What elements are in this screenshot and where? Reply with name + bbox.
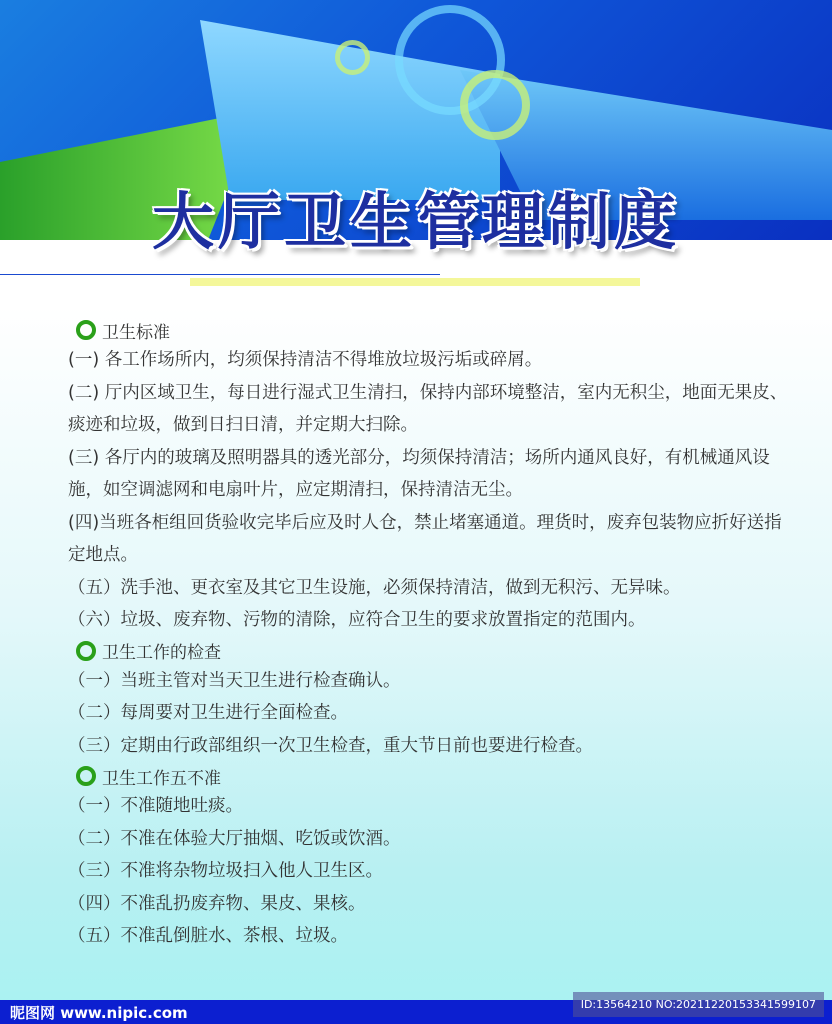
list-item: （四）不准乱扔废弃物、果皮、果核。 — [68, 893, 366, 914]
list-item: （五）不准乱倒脏水、茶根、垃圾。 — [68, 926, 348, 946]
image-id: ID:13564210 NO:20211220153341599107 — [573, 992, 824, 1017]
circle-bullet-icon — [76, 320, 96, 340]
heading-text: 卫生工作五不准 — [102, 768, 221, 789]
content — [68, 316, 788, 953]
list-item: （二）每周要对卫生进行全面检查。 — [68, 703, 348, 723]
list-item: (三) 各厅内的玻璃及照明器具的透光部分，均须保持清洁；场所内通风良好，有机械通风设施，如空调滤网和电扇叶片，应定期清扫，保持清洁无尘。 — [68, 447, 770, 500]
list-item: （一）不准随地吐痰。 — [68, 796, 243, 816]
section-heading — [76, 316, 788, 344]
footer-bar — [0, 1000, 832, 1024]
heading-text: 卫生工作的检查 — [102, 643, 221, 663]
list-item: （三）不准将杂物垃圾扫入他人卫生区。 — [68, 861, 383, 881]
list-item: (二) 厅内区域卫生，每日进行湿式卫生清扫，保持内部环境整洁，室内无积尘，地面无果皮、痰迹和垃圾，做到日扫日清，并定期大扫除。 — [68, 382, 788, 435]
list-item: (四)当班各柜组回货验收完毕后应及时人仓，禁止堵塞通道。理货时，废弃包装物应折好送指定地点。 — [68, 512, 782, 565]
page-title: 大厅卫生管理制度 — [151, 185, 680, 258]
ring-decoration — [460, 70, 530, 140]
yellow-bar — [190, 278, 640, 286]
ring-decoration — [335, 40, 370, 75]
divider — [0, 274, 440, 275]
list-item: （二）不准在体验大厅抽烟、吃饭或饮酒。 — [68, 828, 401, 849]
list-item: （五）洗手池、更衣室及其它卫生设施，必须保持清洁，做到无积污、无异味。 — [68, 577, 681, 598]
list-item: （一）当班主管对当天卫生进行检查确认。 — [68, 670, 401, 691]
section-heading — [76, 637, 788, 665]
list-item: (一) 各工作场所内，均须保持清洁不得堆放垃圾污垢或碎屑。 — [68, 350, 543, 370]
section-heading — [76, 762, 788, 790]
list-item: （三）定期由行政部组织一次卫生检查，重大节日前也要进行检查。 — [68, 735, 593, 756]
circle-bullet-icon — [76, 641, 96, 661]
heading-text: 卫生标准 — [102, 322, 170, 343]
list-item: （六）垃圾、废弃物、污物的清除，应符合卫生的要求放置指定的范围内。 — [68, 610, 646, 630]
watermark-logo: 昵图网 www.nipic.com — [10, 1004, 188, 1022]
circle-bullet-icon — [76, 766, 96, 786]
